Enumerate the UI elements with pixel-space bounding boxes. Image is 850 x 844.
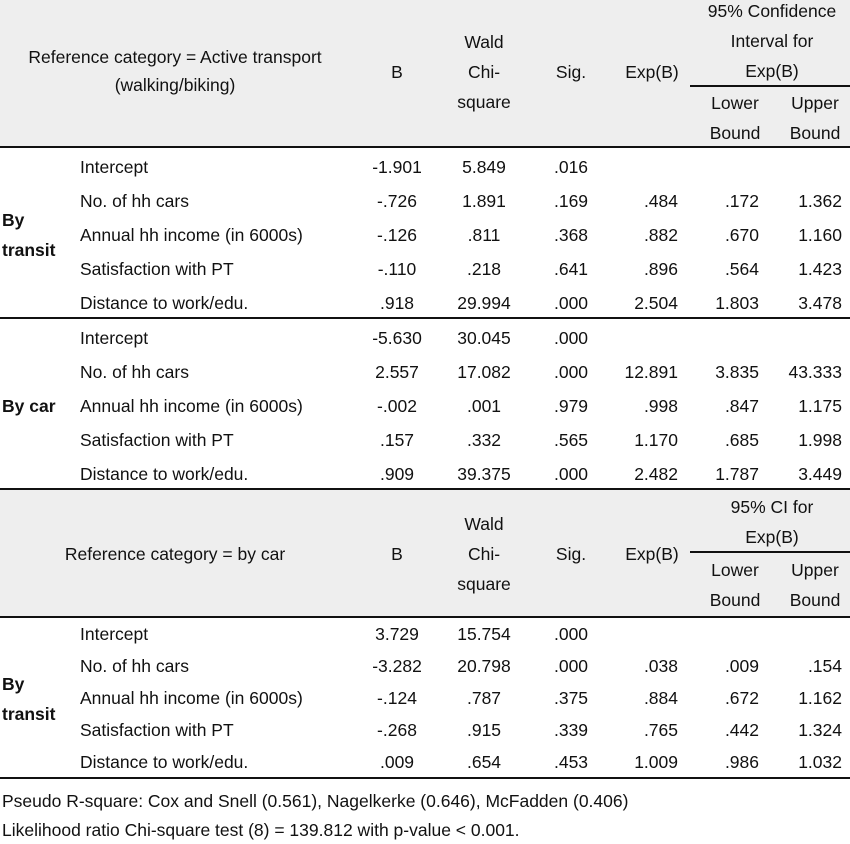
cell-upper: 1.324 bbox=[798, 720, 842, 740]
cell-lower: .672 bbox=[724, 688, 759, 708]
cell-b: -1.901 bbox=[372, 157, 422, 177]
row-variable-label: Satisfaction with PT bbox=[80, 720, 234, 740]
header-1-ci-line-2: Interval for bbox=[730, 31, 814, 51]
cell-wald: 39.375 bbox=[457, 464, 511, 484]
group-2-label-line-1: By car bbox=[2, 396, 56, 416]
cell-lower: .009 bbox=[724, 656, 759, 676]
cell-lower: .670 bbox=[724, 225, 759, 245]
header-1-lower-line-2: Bound bbox=[709, 123, 761, 143]
row-variable-label: Distance to work/edu. bbox=[80, 293, 249, 313]
cell-wald: .001 bbox=[466, 396, 502, 416]
cell-upper: 1.032 bbox=[798, 752, 842, 772]
cell-b: -.126 bbox=[377, 225, 417, 245]
group-1-label bbox=[2, 205, 55, 265]
cell-expb: 1.009 bbox=[634, 752, 678, 772]
cell-wald: 5.849 bbox=[462, 157, 506, 177]
cell-wald: .654 bbox=[466, 752, 502, 772]
cell-upper: 3.449 bbox=[798, 464, 842, 484]
cell-upper: 1.362 bbox=[798, 191, 842, 211]
cell-wald: 29.994 bbox=[457, 293, 511, 313]
cell-expb: 12.891 bbox=[624, 362, 678, 382]
cell-sig: .375 bbox=[553, 688, 589, 708]
cell-sig: .000 bbox=[553, 464, 589, 484]
row-variable-label: Annual hh income (in 6000s) bbox=[80, 225, 303, 245]
group-3-label-line-1: By bbox=[2, 674, 25, 694]
header-1-wald-line-2: Chi- bbox=[467, 62, 501, 82]
group-1-bottom-rule bbox=[0, 317, 850, 319]
cell-expb: 2.504 bbox=[634, 293, 678, 313]
cell-lower: .685 bbox=[724, 430, 759, 450]
cell-upper: 1.998 bbox=[798, 430, 842, 450]
cell-b: .009 bbox=[379, 752, 415, 772]
group-1-label-line-2: transit bbox=[2, 240, 56, 260]
row-variable-label: Annual hh income (in 6000s) bbox=[80, 688, 303, 708]
cell-expb: .484 bbox=[643, 191, 678, 211]
header-1-ci-line-3: Exp(B) bbox=[745, 61, 799, 81]
cell-sig: .979 bbox=[553, 396, 589, 416]
group-3-label-line-2: transit bbox=[2, 704, 56, 724]
cell-wald: .915 bbox=[466, 720, 502, 740]
group-3-label bbox=[2, 669, 55, 729]
cell-lower: .172 bbox=[724, 191, 759, 211]
cell-sig: .565 bbox=[553, 430, 589, 450]
header-1-reference-line-2: (walking/biking) bbox=[114, 75, 236, 95]
cell-sig: .016 bbox=[553, 157, 589, 177]
cell-lower: .986 bbox=[724, 752, 759, 772]
cell-b: -.726 bbox=[377, 191, 417, 211]
header-1-bottom-rule bbox=[0, 146, 850, 148]
cell-wald: .811 bbox=[467, 225, 501, 245]
cell-sig: .000 bbox=[553, 624, 589, 644]
cell-sig: .453 bbox=[553, 752, 589, 772]
header-2-reference: Reference category = by car bbox=[64, 544, 286, 564]
row-variable-label: Annual hh income (in 6000s) bbox=[80, 396, 303, 416]
header-2-lower-line-1: Lower bbox=[711, 560, 759, 580]
header-1-col-b: B bbox=[391, 62, 403, 82]
cell-sig: .000 bbox=[553, 362, 589, 382]
row-variable-label: Satisfaction with PT bbox=[80, 430, 234, 450]
cell-wald: 1.891 bbox=[462, 191, 506, 211]
group-2-label bbox=[2, 391, 56, 421]
header-1-wald-line-3: square bbox=[457, 92, 511, 112]
header-2-ci-line-2: Exp(B) bbox=[745, 527, 799, 547]
header-1-col-sig: Sig. bbox=[555, 62, 587, 82]
row-variable-label: No. of hh cars bbox=[80, 191, 189, 211]
header-1-ci-line-1: 95% Confidence bbox=[707, 1, 837, 21]
row-variable-label: Satisfaction with PT bbox=[80, 259, 234, 279]
cell-upper: 1.175 bbox=[798, 396, 842, 416]
cell-b: -.124 bbox=[377, 688, 417, 708]
cell-b: -.002 bbox=[377, 396, 417, 416]
cell-wald: 30.045 bbox=[457, 328, 511, 348]
cell-upper: 1.162 bbox=[798, 688, 842, 708]
cell-b: -.268 bbox=[377, 720, 417, 740]
cell-wald: .787 bbox=[466, 688, 502, 708]
footnote-pseudo-r-square: Pseudo R-square: Cox and Snell (0.561), Nagelkerke (0.646), McFadden (0.406) bbox=[2, 791, 629, 811]
cell-expb: .038 bbox=[643, 656, 678, 676]
cell-b: .918 bbox=[379, 293, 415, 313]
header-2-wald-line-2: Chi- bbox=[467, 544, 501, 564]
cell-wald: .218 bbox=[466, 259, 502, 279]
cell-b: .157 bbox=[379, 430, 415, 450]
cell-wald: 15.754 bbox=[457, 624, 511, 644]
group-1-label-line-1: By bbox=[2, 210, 25, 230]
cell-upper: 43.333 bbox=[788, 362, 842, 382]
header-2-ci-line-1: 95% CI for bbox=[730, 497, 814, 517]
cell-b: -5.630 bbox=[372, 328, 422, 348]
cell-sig: .169 bbox=[553, 191, 589, 211]
cell-sig: .641 bbox=[553, 259, 589, 279]
cell-expb: .896 bbox=[643, 259, 678, 279]
row-variable-label: Distance to work/edu. bbox=[80, 464, 249, 484]
cell-sig: .339 bbox=[553, 720, 589, 740]
cell-lower: .442 bbox=[724, 720, 759, 740]
header-2-lower-line-2: Bound bbox=[709, 590, 761, 610]
cell-lower: 3.835 bbox=[715, 362, 759, 382]
cell-sig: .000 bbox=[553, 328, 589, 348]
cell-upper: 1.160 bbox=[798, 225, 842, 245]
header-2-col-b: B bbox=[391, 544, 403, 564]
cell-wald: 17.082 bbox=[457, 362, 511, 382]
cell-expb: .998 bbox=[643, 396, 678, 416]
cell-expb: .882 bbox=[643, 225, 678, 245]
cell-sig: .000 bbox=[553, 293, 589, 313]
cell-b: .909 bbox=[379, 464, 415, 484]
header-2-upper-line-1: Upper bbox=[791, 560, 839, 580]
cell-lower: .564 bbox=[724, 259, 759, 279]
header-2-bottom-rule bbox=[0, 616, 850, 618]
header-2-col-sig: Sig. bbox=[555, 544, 587, 564]
row-variable-label: No. of hh cars bbox=[80, 656, 189, 676]
cell-expb: 2.482 bbox=[634, 464, 678, 484]
cell-expb: 1.170 bbox=[634, 430, 678, 450]
header-1-col-expb: Exp(B) bbox=[625, 62, 679, 82]
cell-b: -3.282 bbox=[372, 656, 422, 676]
header-2-upper-line-2: Bound bbox=[789, 590, 841, 610]
header-2-wald-line-1: Wald bbox=[464, 514, 504, 534]
footnote-likelihood-ratio: Likelihood ratio Chi-square test (8) = 139.812 with p-value < 0.001. bbox=[2, 820, 520, 840]
cell-expb: .884 bbox=[643, 688, 678, 708]
header-2-col-expb: Exp(B) bbox=[625, 544, 679, 564]
cell-wald: .332 bbox=[466, 430, 502, 450]
cell-lower: .847 bbox=[724, 396, 759, 416]
cell-upper: 3.478 bbox=[798, 293, 842, 313]
header-1-upper-line-1: Upper bbox=[791, 93, 839, 113]
ci-subheader-rule-2 bbox=[690, 551, 850, 553]
cell-sig: .368 bbox=[553, 225, 589, 245]
cell-wald: 20.798 bbox=[457, 656, 511, 676]
ci-subheader-rule-1 bbox=[690, 85, 850, 87]
cell-b: -.110 bbox=[377, 259, 417, 279]
row-variable-label: No. of hh cars bbox=[80, 362, 189, 382]
cell-lower: 1.787 bbox=[715, 464, 759, 484]
header-2-wald-line-3: square bbox=[457, 574, 511, 594]
cell-upper: .154 bbox=[807, 656, 842, 676]
group-3-bottom-rule bbox=[0, 777, 850, 779]
header-1-upper-line-2: Bound bbox=[789, 123, 841, 143]
row-variable-label: Intercept bbox=[80, 157, 149, 177]
row-variable-label: Intercept bbox=[80, 328, 149, 348]
header-1-wald-line-1: Wald bbox=[464, 32, 504, 52]
header-1-reference-line-1: Reference category = Active transport bbox=[28, 47, 322, 67]
cell-b: 3.729 bbox=[375, 624, 419, 644]
cell-sig: .000 bbox=[553, 656, 589, 676]
row-variable-label: Distance to work/edu. bbox=[80, 752, 249, 772]
row-variable-label: Intercept bbox=[80, 624, 149, 644]
cell-upper: 1.423 bbox=[798, 259, 842, 279]
cell-lower: 1.803 bbox=[715, 293, 759, 313]
header-1-lower-line-1: Lower bbox=[711, 93, 759, 113]
cell-expb: .765 bbox=[643, 720, 678, 740]
cell-b: 2.557 bbox=[375, 362, 419, 382]
